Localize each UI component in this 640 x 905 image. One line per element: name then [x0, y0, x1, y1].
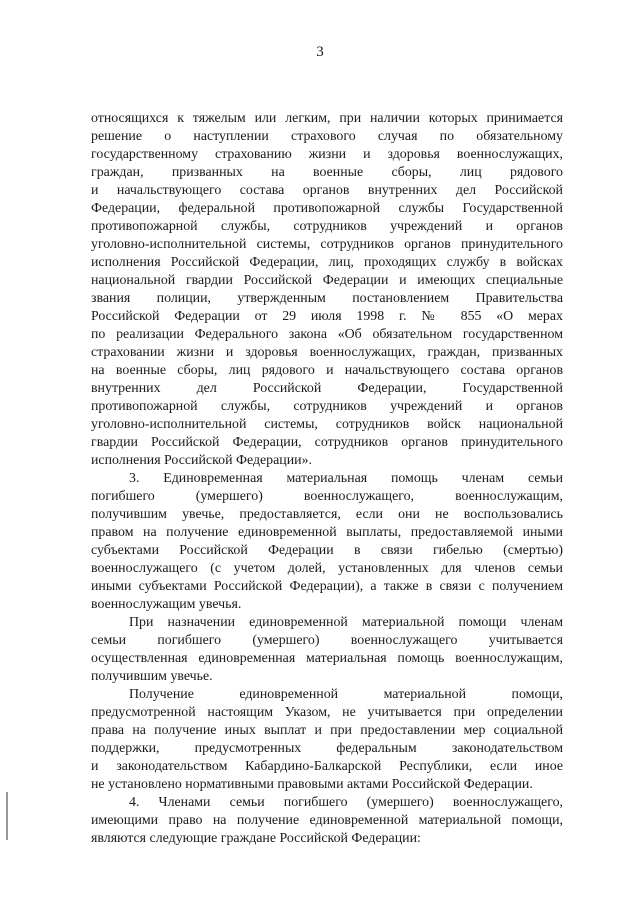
text-line: внутренних дел Российской Федерации, Государственной [91, 381, 563, 396]
text-line: гвардии Российской Федерации, сотрудников органов принудительного [91, 435, 563, 450]
paragraph-start-line: Получение единовременной материальной помощи, [129, 687, 563, 702]
text-line: правом на получение единовременной выплаты, предоставляемой иными [91, 525, 563, 540]
text-line: исполнения Российской Федерации». [91, 453, 313, 468]
text-line: предусмотренной настоящим Указом, не учитывается при определении [91, 705, 563, 720]
text-line: по реализации Федерального закона «Об обязательном государственном [91, 327, 563, 342]
text-line: уголовно-исполнительной системы, сотрудников войск национальной [91, 417, 563, 432]
paragraph-start-line: При назначении единовременной материальной помощи членам [129, 615, 563, 630]
text-line: национальной гвардии Российской Федерации и имеющих специальные [91, 273, 563, 288]
text-line: военнослужащим увечья. [91, 597, 242, 612]
paragraph-start-line: 3. Единовременная материальная помощь членам семьи [129, 471, 563, 486]
text-line: относящихся к тяжелым или легким, при наличии которых принимается [91, 111, 563, 126]
scan-margin-mark [6, 792, 8, 840]
text-line: противопожарной службы, сотрудников учреждений и органов [91, 399, 563, 414]
text-line: получившим увечье. [91, 669, 213, 684]
text-line: страховании жизни и здоровья военнослужащих, граждан, призванных [91, 345, 563, 360]
text-line: военнослужащего (с учетом долей, установленных для членов семьи [91, 561, 563, 576]
text-line: имеющими право на получение единовременной материальной помощи, [91, 813, 563, 828]
text-line: Российской Федерации от 29 июля 1998 г. № 855 «О мерах [91, 309, 563, 324]
text-line: Федерации, федеральной противопожарной службы Государственной [91, 201, 563, 216]
text-line: государственному страхованию жизни и здоровья военнослужащих, [91, 147, 563, 162]
page-number: 3 [316, 44, 324, 60]
paragraph-start-line: 4. Членами семьи погибшего (умершего) военнослужащего, [129, 795, 563, 810]
text-line: субъектами Российской Федерации в связи гибелью (смертью) [91, 543, 563, 558]
text-line: погибшего (умершего) военнослужащего, военнослужащим, [91, 489, 563, 504]
text-line: звания полиции, утвержденным постановлением Правительства [91, 291, 563, 306]
text-line: и законодательством Кабардино-Балкарской Республики, если иное [91, 759, 563, 774]
document-body [91, 110, 563, 848]
text-line: осуществленная единовременная материальная помощь военнослужащим, [91, 651, 563, 666]
text-line: иными субъектами Российской Федерации), а также в связи с получением [91, 579, 563, 594]
text-line: получившим увечье, предоставляется, если они не воспользовались [91, 507, 563, 522]
text-line: являются следующие граждане Российской Федерации: [91, 831, 421, 846]
text-line: противопожарной службы, сотрудников учреждений и органов [91, 219, 563, 234]
text-line: уголовно-исполнительной системы, сотрудников органов принудительного [91, 237, 563, 252]
text-line: исполнения Российской Федерации, лиц, проходящих службу в войсках [91, 255, 563, 270]
text-line: права на получение иных выплат и при предоставлении мер социальной [91, 723, 563, 738]
text-line: семьи погибшего (умершего) военнослужащего учитывается [91, 633, 563, 648]
text-line: на военные сборы, лиц рядового и начальствующего состава органов [91, 363, 563, 378]
text-line: граждан, призванных на военные сборы, лиц рядового [91, 165, 563, 180]
text-line: поддержки, предусмотренных федеральным законодательством [91, 741, 563, 756]
text-line: не установлено нормативными правовыми актами Российской Федерации. [91, 777, 533, 792]
text-line: решение о наступлении страхового случая по обязательному [91, 129, 563, 144]
text-line: и начальствующего состава органов внутренних дел Российской [91, 183, 563, 198]
